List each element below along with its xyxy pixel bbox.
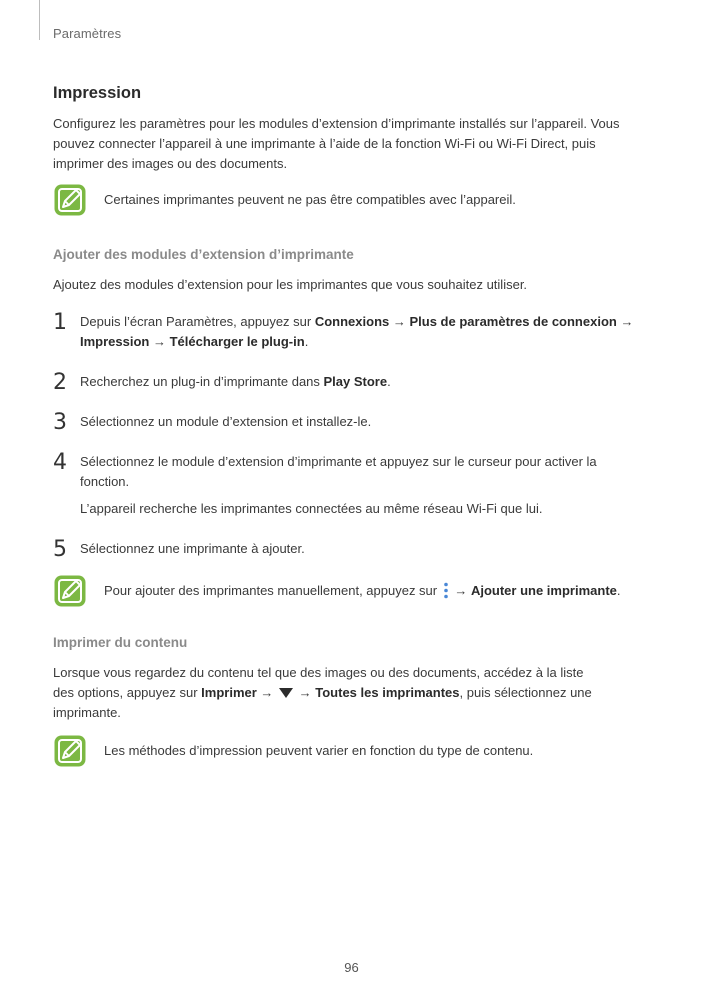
subsection-title-add-plugins: Ajouter des modules d’extension d’imprimante xyxy=(53,247,354,262)
note-add-manually xyxy=(53,574,621,608)
menu-imprimer: Imprimer xyxy=(201,685,257,700)
step-number: 5 xyxy=(53,537,67,562)
note-pencil-icon xyxy=(53,183,87,217)
menu-play-store: Play Store xyxy=(323,374,388,389)
note-compatibility xyxy=(53,183,516,217)
menu-toutes-imprimantes: Toutes les imprimantes xyxy=(315,685,460,700)
step-2 xyxy=(53,370,645,395)
step-subtext: L’appareil recherche les imprimantes connectées au même réseau Wi-Fi que lui. xyxy=(80,501,543,516)
header-rule xyxy=(39,0,40,40)
note-print-methods xyxy=(53,734,533,768)
step-number: 1 xyxy=(53,310,67,335)
section-title: Impression xyxy=(53,84,142,102)
dropdown-triangle-icon xyxy=(279,688,293,698)
menu-telecharger-plugin: Télécharger le plug-in xyxy=(169,334,305,349)
menu-connexions: Connexions xyxy=(314,314,390,329)
print-content-line-1: Lorsque vous regardez du contenu tel que des images ou des documents, accédez à la liste xyxy=(53,665,584,680)
step-number: 2 xyxy=(53,370,67,395)
step-4 xyxy=(53,452,645,519)
step-text: Recherchez un plug-in d’imprimante dans Play Store. xyxy=(80,374,391,389)
step-1 xyxy=(53,312,645,352)
subsection-title-print-content: Imprimer du contenu xyxy=(53,635,188,650)
step-text: Sélectionnez le module d’extension d’imprimante et appuyez sur le curseur pour activer la fonction. xyxy=(80,454,597,489)
more-options-icon xyxy=(443,582,449,599)
note-pencil-icon xyxy=(53,574,87,608)
add-plugins-intro: Ajoutez des modules d’extension pour les imprimantes que vous souhaitez utiliser. xyxy=(53,277,528,292)
step-number: 4 xyxy=(53,450,67,475)
header-label: Paramètres xyxy=(53,26,122,41)
step-number: 3 xyxy=(53,410,67,435)
print-content-line-3: imprimante. xyxy=(53,705,121,720)
note-pencil-icon xyxy=(53,734,87,768)
menu-plus-parametres: Plus de paramètres de connexion xyxy=(409,314,617,329)
note-text: Les méthodes d’impression peuvent varier en fonction du type de contenu. xyxy=(104,743,534,758)
step-5 xyxy=(53,537,645,562)
step-text: Sélectionnez une imprimante à ajouter. xyxy=(80,541,305,556)
step-3 xyxy=(53,410,645,435)
print-content-line-2: des options, appuyez sur Imprimer → → Toutes les imprimantes, puis sélectionnez une xyxy=(53,685,592,700)
page-number: 96 xyxy=(344,960,359,975)
step-text: Depuis l’écran Paramètres, appuyez sur Connexions → Plus de paramètres de connexion → Impression → Télécharger le plug-in. xyxy=(80,314,634,349)
menu-impression: Impression xyxy=(80,334,150,349)
note-text: Pour ajouter des imprimantes manuellement, appuyez sur → Ajouter une imprimante. xyxy=(104,583,621,598)
menu-ajouter-imprimante: Ajouter une imprimante xyxy=(470,583,617,598)
note-text: Certaines imprimantes peuvent ne pas être compatibles avec l’appareil. xyxy=(104,192,516,207)
section-intro: Configurez les paramètres pour les modules d’extension d’imprimante installés sur l’appareil. Vous pouvez connecter l’appareil à une imprimante à l’aide de la fonction Wi-Fi ou Wi-Fi Direct, puis imprimer des images ou des documents. xyxy=(53,116,620,171)
step-text: Sélectionnez un module d’extension et installez-le. xyxy=(80,414,372,429)
